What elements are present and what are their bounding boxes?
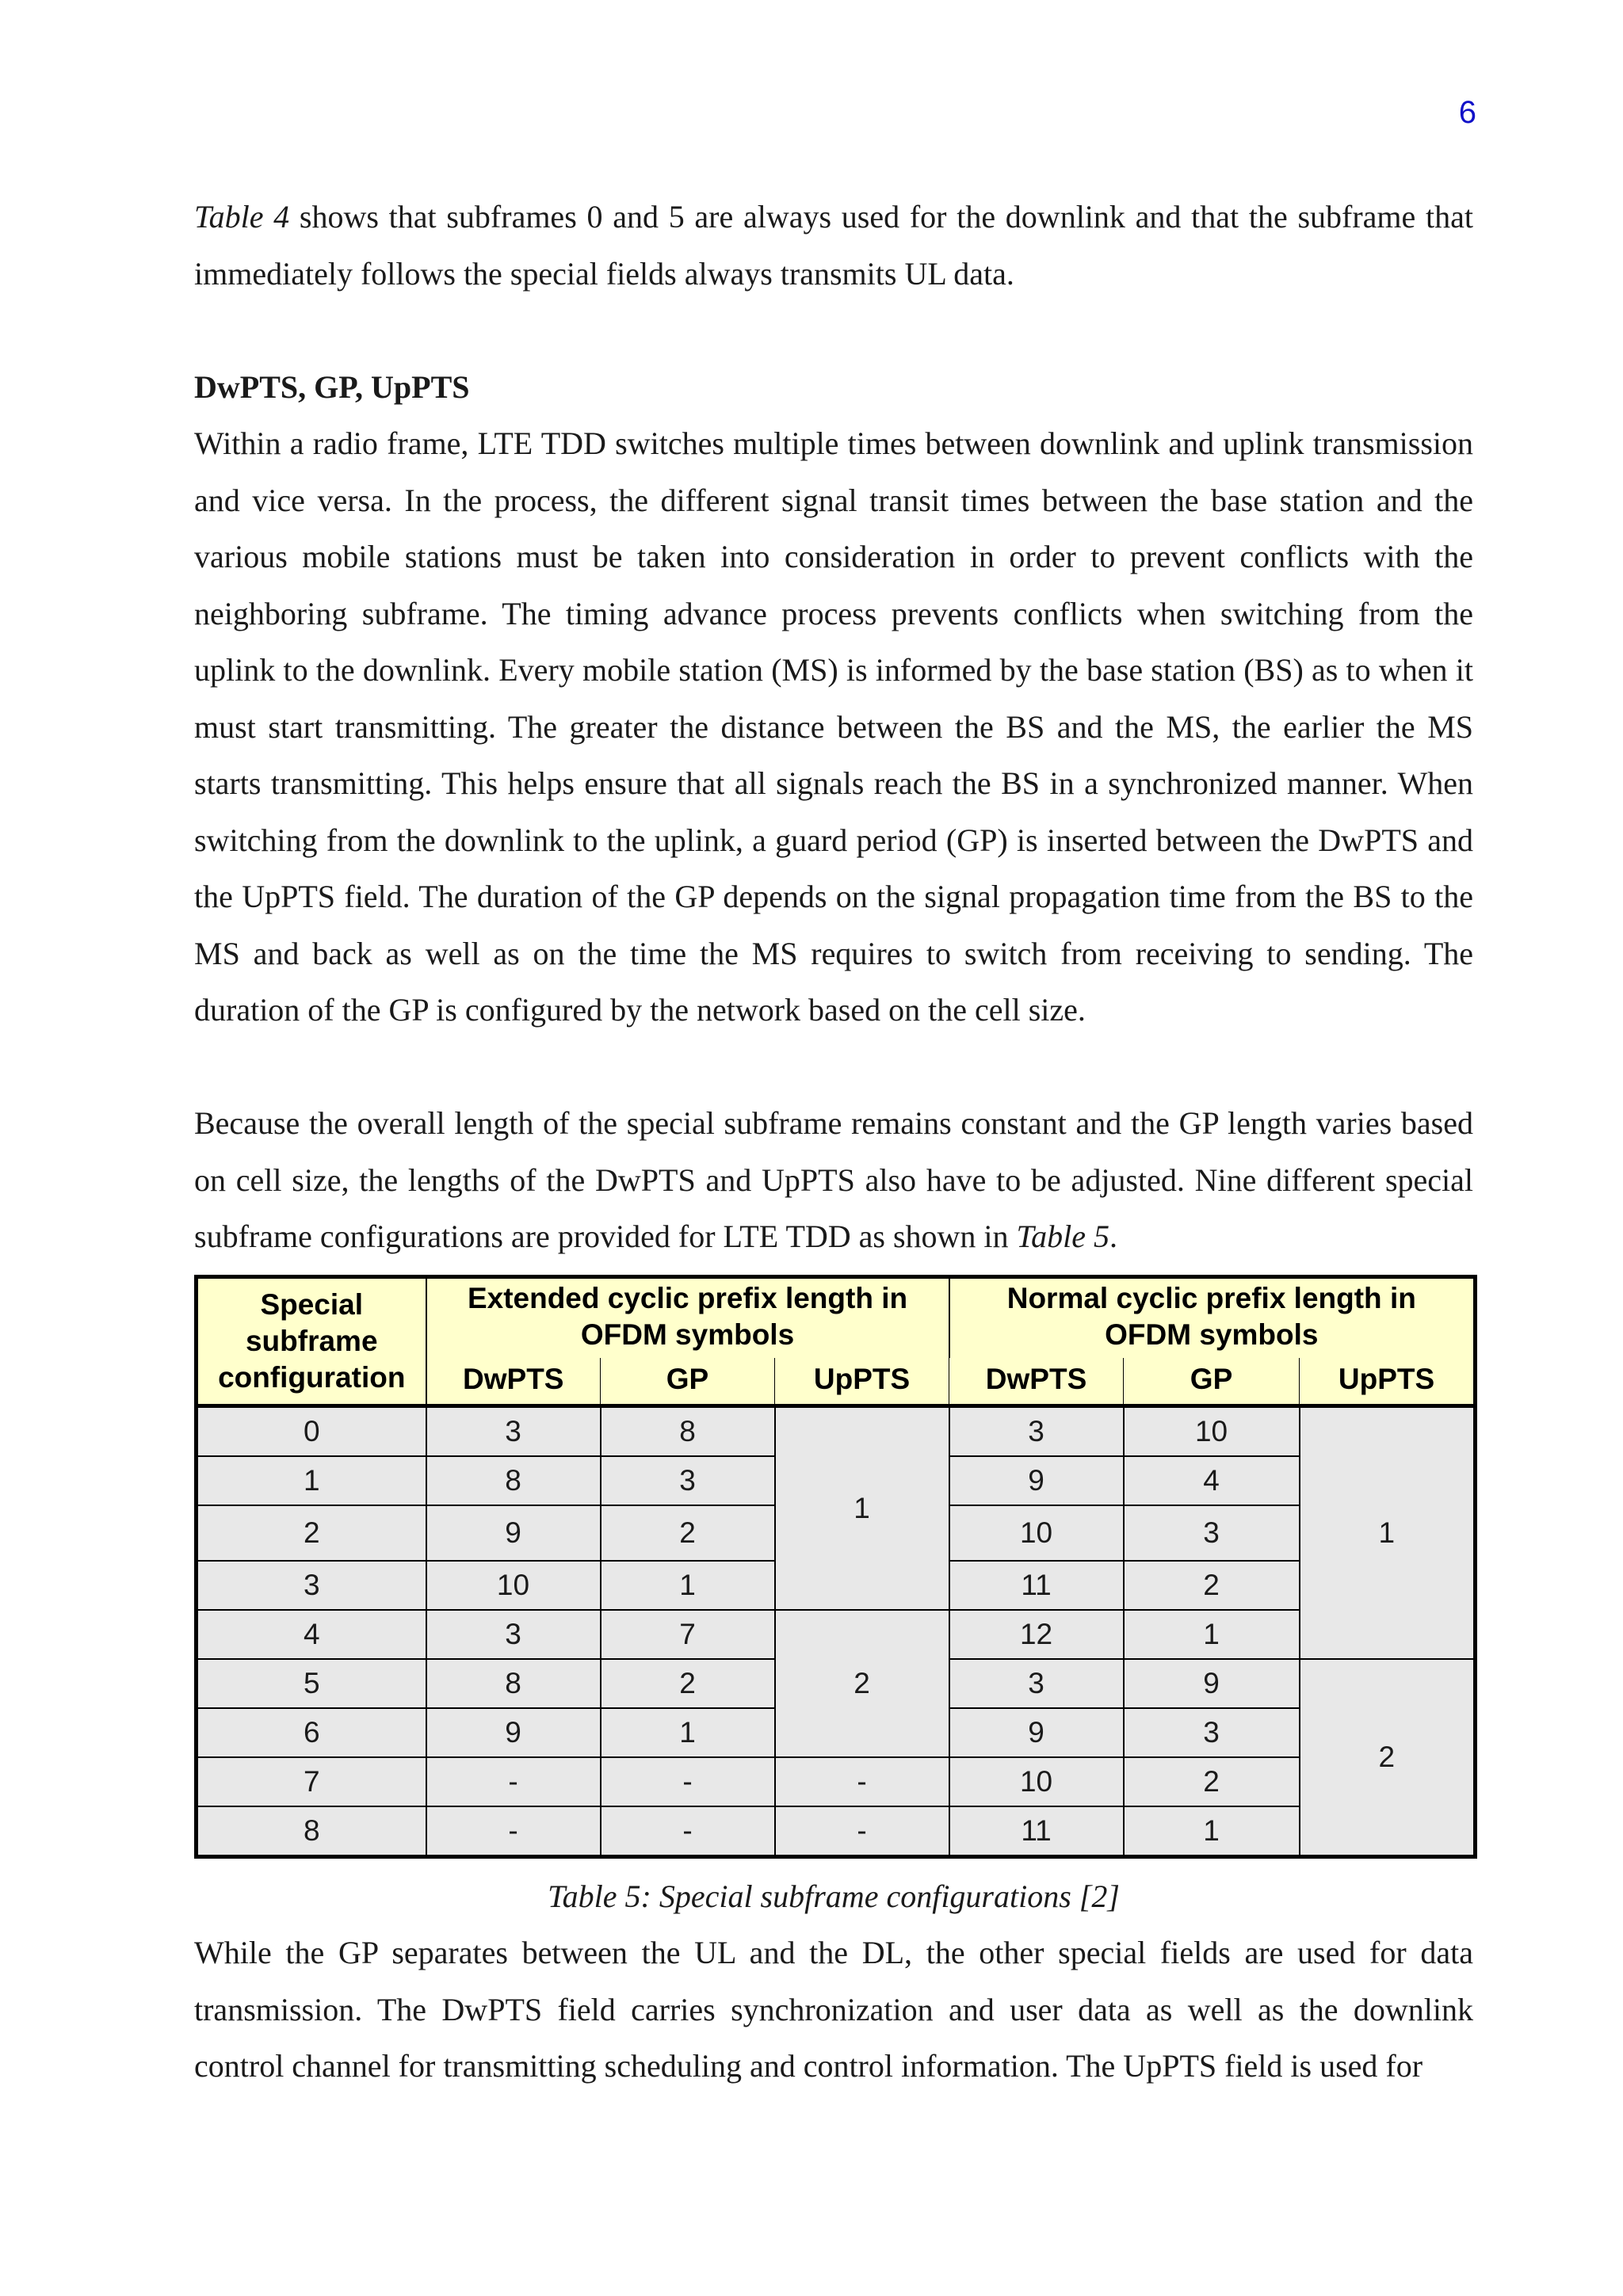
header-special-subframe-config: Special subframe configuration bbox=[197, 1276, 426, 1405]
cell-ext-uppts: - bbox=[775, 1757, 949, 1806]
table-caption: Table 5: Special subframe configurations [2] bbox=[548, 1878, 1120, 1914]
cell-ext-uppts-merged: 2 bbox=[775, 1610, 949, 1757]
cell-ext-gp: - bbox=[601, 1757, 775, 1806]
header-extended-cp: Extended cyclic prefix length in OFDM symbols bbox=[426, 1276, 949, 1358]
cell-ext-uppts-merged: 1 bbox=[775, 1405, 949, 1610]
cell-norm-dwpts: 3 bbox=[949, 1659, 1124, 1708]
cell-ext-dwpts: 8 bbox=[426, 1456, 601, 1505]
cell-config: 6 bbox=[197, 1708, 426, 1757]
cell-norm-gp: 3 bbox=[1124, 1505, 1300, 1561]
cell-norm-uppts-merged: 2 bbox=[1300, 1659, 1476, 1857]
paragraph-special-fields: While the GP separates between the UL and the DL, the other special fields are used for data transmission. The DwPTS field carries synchronization and user data as well as the downlink control channel for transmitting scheduling and control information. The UpPTS field is used for bbox=[194, 1935, 1473, 2084]
cell-config: 2 bbox=[197, 1505, 426, 1561]
header-ext-dwpts: DwPTS bbox=[426, 1358, 601, 1405]
table-4-reference: Table 4 bbox=[194, 199, 290, 235]
cell-norm-dwpts: 10 bbox=[949, 1505, 1124, 1561]
cell-norm-dwpts: 9 bbox=[949, 1708, 1124, 1757]
header-norm-uppts: UpPTS bbox=[1300, 1358, 1476, 1405]
cell-ext-dwpts: - bbox=[426, 1757, 601, 1806]
cell-norm-uppts-merged: 1 bbox=[1300, 1405, 1476, 1659]
cell-norm-dwpts: 11 bbox=[949, 1561, 1124, 1610]
header-norm-gp: GP bbox=[1124, 1358, 1300, 1405]
table-row bbox=[197, 1757, 1476, 1806]
cell-ext-dwpts: 3 bbox=[426, 1405, 601, 1456]
paragraph-configurations-text: Because the overall length of the special subframe remains constant and the GP length varies based on cell size, the lengths of the DwPTS and UpPTS also have to be adjusted. Nine different special subframe configurations are provided for LTE TDD as shown in bbox=[194, 1105, 1473, 1254]
section-heading: DwPTS, GP, UpPTS bbox=[194, 368, 470, 405]
header-normal-cp: Normal cyclic prefix length in OFDM symbols bbox=[949, 1276, 1476, 1358]
cell-config: 4 bbox=[197, 1610, 426, 1659]
table-5-reference: Table 5 bbox=[1016, 1219, 1109, 1254]
table-row bbox=[197, 1405, 1476, 1456]
paragraph-intro-text: shows that subframes 0 and 5 are always used for the downlink and that the subframe that immediately follows the special fields always transmits UL data. bbox=[194, 199, 1473, 292]
cell-norm-gp: 3 bbox=[1124, 1708, 1300, 1757]
cell-ext-dwpts: 9 bbox=[426, 1505, 601, 1561]
cell-ext-dwpts: - bbox=[426, 1806, 601, 1857]
paragraph-dwpts: Within a radio frame, LTE TDD switches multiple times between downlink and uplink transmission and vice versa. In the process, the different signal transit times between the base station and the various mobile stations must be taken into consideration in order to prevent conflicts with the neighboring subframe. The timing advance process prevents conflicts when switching from the uplink to the downlink. Every mobile station (MS) is informed by the base station (BS) as to when it must start transmitting. The greater the distance between the BS and the MS, the earlier the MS starts transmitting. This helps ensure that all signals reach the BS in a synchronized manner. When switching from the downlink to the uplink, a guard period (GP) is inserted between the DwPTS and the UpPTS field. The duration of the GP depends on the signal propagation time from the BS to the MS and back as well as on the time the MS requires to switch from receiving to sending. The duration of the GP is configured by the network based on the cell size. bbox=[194, 425, 1473, 1028]
cell-norm-gp: 1 bbox=[1124, 1806, 1300, 1857]
paragraph-intro bbox=[194, 189, 1473, 302]
header-ext-gp: GP bbox=[601, 1358, 775, 1405]
cell-norm-dwpts: 11 bbox=[949, 1806, 1124, 1857]
cell-ext-dwpts: 3 bbox=[426, 1610, 601, 1659]
cell-norm-dwpts: 12 bbox=[949, 1610, 1124, 1659]
cell-ext-gp: 3 bbox=[601, 1456, 775, 1505]
cell-ext-gp: 1 bbox=[601, 1561, 775, 1610]
header-norm-dwpts: DwPTS bbox=[949, 1358, 1124, 1405]
cell-norm-dwpts: 10 bbox=[949, 1757, 1124, 1806]
cell-ext-dwpts: 10 bbox=[426, 1561, 601, 1610]
cell-ext-gp: - bbox=[601, 1806, 775, 1857]
cell-ext-dwpts: 9 bbox=[426, 1708, 601, 1757]
cell-ext-uppts: - bbox=[775, 1806, 949, 1857]
cell-norm-gp: 2 bbox=[1124, 1561, 1300, 1610]
document-body bbox=[194, 189, 1473, 2095]
cell-ext-gp: 2 bbox=[601, 1505, 775, 1561]
cell-config: 3 bbox=[197, 1561, 426, 1610]
cell-config: 5 bbox=[197, 1659, 426, 1708]
cell-norm-gp: 1 bbox=[1124, 1610, 1300, 1659]
table-row bbox=[197, 1806, 1476, 1857]
cell-ext-gp: 2 bbox=[601, 1659, 775, 1708]
cell-ext-dwpts: 8 bbox=[426, 1659, 601, 1708]
cell-norm-dwpts: 9 bbox=[949, 1456, 1124, 1505]
cell-config: 8 bbox=[197, 1806, 426, 1857]
header-ext-uppts: UpPTS bbox=[775, 1358, 949, 1405]
cell-ext-gp: 7 bbox=[601, 1610, 775, 1659]
page-number: 6 bbox=[1458, 95, 1476, 130]
cell-norm-gp: 2 bbox=[1124, 1757, 1300, 1806]
paragraph-configurations bbox=[194, 1095, 1473, 1265]
cell-norm-gp: 4 bbox=[1124, 1456, 1300, 1505]
table-row bbox=[197, 1610, 1476, 1659]
cell-config: 7 bbox=[197, 1757, 426, 1806]
cell-norm-dwpts: 3 bbox=[949, 1405, 1124, 1456]
cell-ext-gp: 8 bbox=[601, 1405, 775, 1456]
cell-norm-gp: 9 bbox=[1124, 1659, 1300, 1708]
cell-config: 0 bbox=[197, 1405, 426, 1456]
special-subframe-table bbox=[194, 1275, 1477, 1859]
paragraph-configurations-end: . bbox=[1109, 1219, 1117, 1254]
cell-ext-gp: 1 bbox=[601, 1708, 775, 1757]
cell-norm-gp: 10 bbox=[1124, 1405, 1300, 1456]
cell-config: 1 bbox=[197, 1456, 426, 1505]
